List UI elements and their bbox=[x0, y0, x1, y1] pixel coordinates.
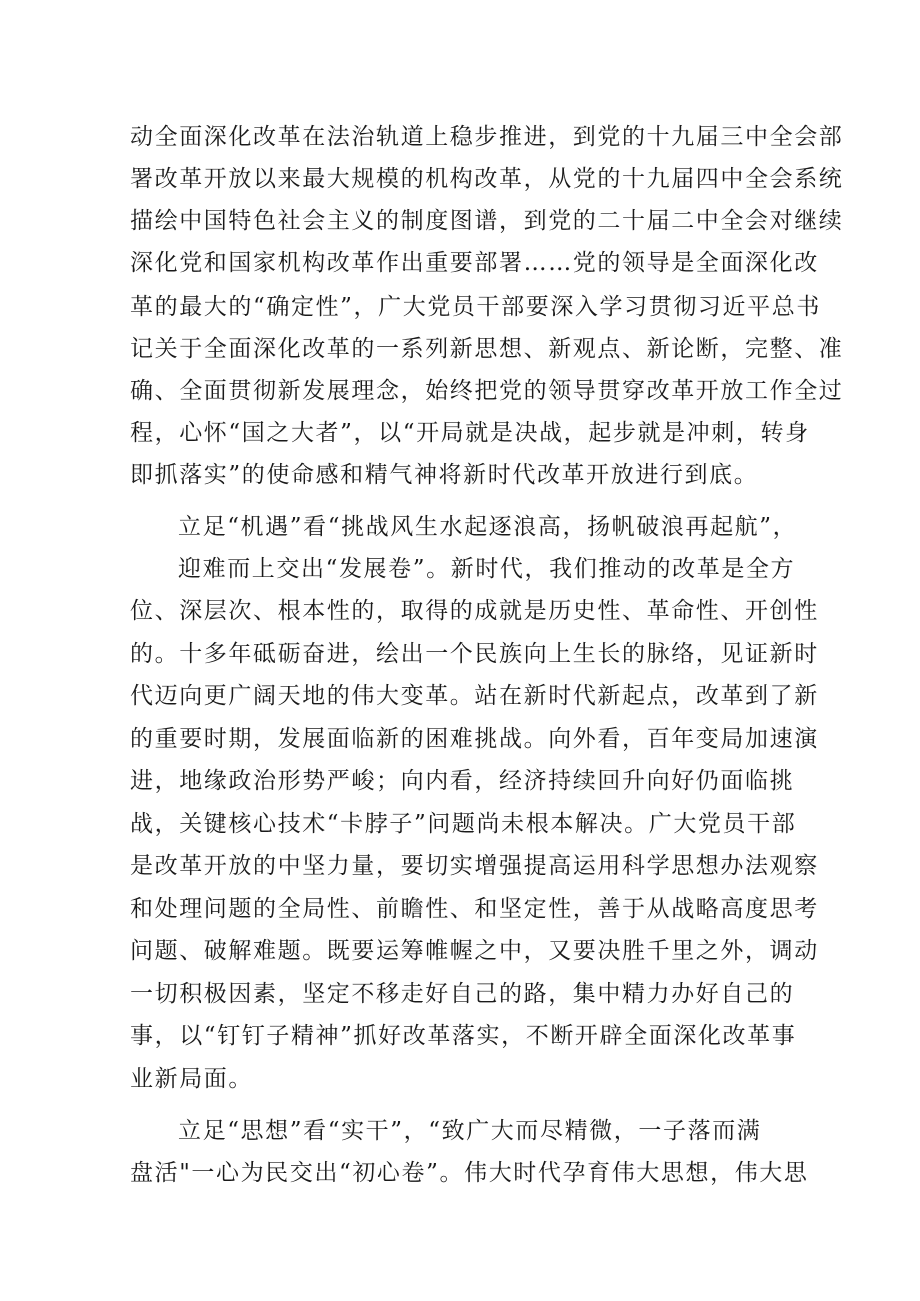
text-line-13: 的。十多年砥砺奋进，绘出一个民族向上生长的脉络，见证新时 bbox=[130, 641, 819, 667]
text-line-18: 是改革开放的中坚力量，要切实增强提高运用科学思想办法观察 bbox=[130, 853, 819, 879]
text-line-3: 描绘中国特色社会主义的制度图谱，到党的二十届二中全会对继续 bbox=[130, 208, 844, 234]
text-line-4: 深化党和国家机构改革作出重要部署……党的领导是全面深化改 bbox=[130, 250, 819, 276]
text-line-19: 和处理问题的全局性、前瞻性、和坚定性，善于从战略高度思考 bbox=[130, 896, 819, 922]
text-line-7: 确、全面贯彻新发展理念，始终把党的领导贯穿改革开放工作全过 bbox=[130, 378, 844, 404]
text-line-6: 记关于全面深化改革的一系列新思想、新观点、新论断，完整、准 bbox=[130, 336, 844, 362]
text-line-21: 一切积极因素，坚定不移走好自己的路，集中精力办好自己的 bbox=[130, 981, 795, 1007]
text-line-15: 的重要时期，发展面临新的困难挑战。向外看，百年变局加速演 bbox=[130, 726, 819, 752]
text-line-12: 位、深层次、根本性的，取得的成就是历史性、革命性、开创性 bbox=[130, 598, 819, 624]
text-line-24: 立足“思想”看“实干”，“致广大而尽精微，一子落而满 bbox=[178, 1118, 762, 1144]
text-line-8: 程，心怀“国之大者”，以“开局就是决战，起步就是冲刺，转身 bbox=[130, 420, 810, 446]
text-line-2: 署改革开放以来最大规模的机构改革，从党的十九届四中全会系统 bbox=[130, 166, 844, 192]
text-line-11: 迎难而上交出“发展卷”。新时代，我们推动的改革是全方 bbox=[178, 556, 796, 582]
text-line-9: 即抓落实”的使命感和精气神将新时代改革开放进行到底。 bbox=[130, 462, 759, 488]
text-line-23: 业新局面。 bbox=[130, 1066, 253, 1092]
text-line-16: 进，地缘政治形势严峻；向内看，经济持续回升向好仍面临挑 bbox=[130, 768, 795, 794]
text-line-25: 盘活"一心为民交出“初心卷”。伟大时代孕育伟大思想，伟大思 bbox=[130, 1160, 809, 1186]
text-line-20: 问题、破解难题。既要运筹帷幄之中，又要决胜千里之外，调动 bbox=[130, 938, 819, 964]
text-line-22: 事，以“钉钉子精神”抓好改革落实，不断开辟全面深化改革事 bbox=[130, 1023, 797, 1049]
text-line-5: 革的最大的“确定性”，广大党员干部要深入学习贯彻习近平总书 bbox=[130, 294, 821, 320]
text-line-1: 动全面深化改革在法治轨道上稳步推进，到党的十九届三中全会部 bbox=[130, 124, 844, 150]
text-line-17: 战，关键核心技术“卡脖子”问题尚未根本解决。广大党员干部 bbox=[130, 811, 797, 837]
text-line-14: 代迈向更广阔天地的伟大变革。站在新时代新起点，改革到了新 bbox=[130, 683, 819, 709]
text-line-10: 立足“机遇”看“挑战风生水起逐浪高，扬帆破浪再起航”， bbox=[178, 514, 798, 540]
